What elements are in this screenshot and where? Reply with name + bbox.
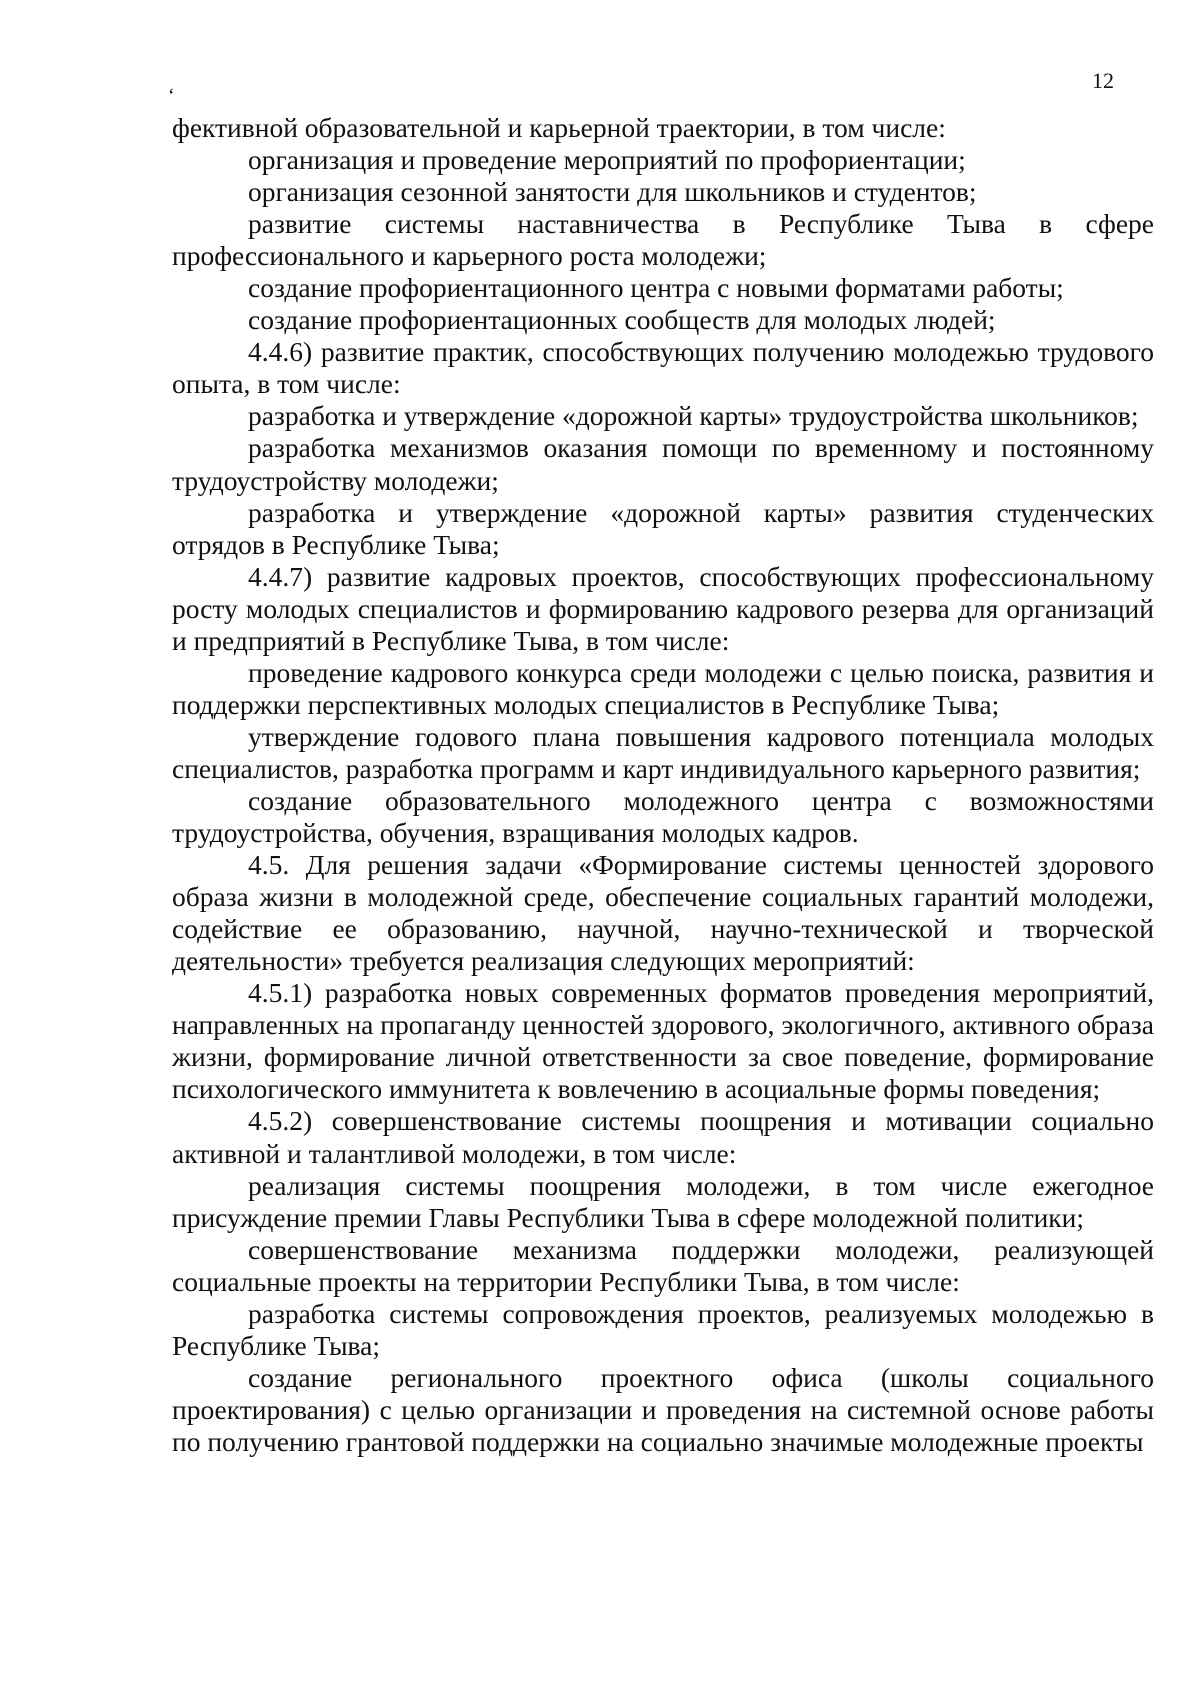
paragraph: разработка системы сопровождения проектов, реализуемых молодежью в Республике Тыва;	[172, 1297, 1154, 1361]
paragraph: 4.4.6) развитие практик, способствующих получению молодежью трудового опыта, в том числе:	[172, 336, 1154, 400]
paragraph: разработка и утверждение «дорожной карты» развития студенческих отрядов в Республике Тыва;	[172, 496, 1154, 560]
paragraph: утверждение годового плана повышения кадрового потенциала молодых специалистов, разработка программ и карт индивидуального карьерного развития;	[172, 720, 1154, 784]
page-number: 12	[1092, 68, 1114, 93]
paragraph: разработка и утверждение «дорожной карты» трудоустройства школьников;	[248, 400, 1139, 432]
body-text	[172, 112, 1154, 1458]
paragraph: проведение кадрового конкурса среди молодежи с целью поиска, развития и поддержки перспективных молодых специалистов в Республике Тыва;	[172, 656, 1154, 720]
paragraph: реализация системы поощрения молодежи, в том числе ежегодное присуждение премии Главы Республики Тыва в сфере молодежной политики;	[172, 1169, 1154, 1233]
paragraph: создание профориентационного центра с новыми форматами работы;	[248, 272, 1064, 304]
paragraph: 4.4.7) развитие кадровых проектов, способствующих профессиональному росту молодых специалистов и формированию кадрового резерва для организаций и предприятий в Республике Тыва, в том числе:	[172, 560, 1154, 656]
paragraph: 4.5. Для решения задачи «Формирование системы ценностей здорового образа жизни в молодежной среде, обеспечение социальных гарантий молодежи, содействие ее образованию, научной, научно-технической и творческой деятельности» требуется реализация следующих мероприятий:	[172, 849, 1154, 977]
paragraph: развитие системы наставничества в Республике Тыва в сфере профессионального и карьерного роста молодежи;	[172, 208, 1154, 272]
paragraph: фективной образовательной и карьерной траектории, в том числе:	[172, 112, 946, 143]
corner-mark: ʻ	[168, 85, 175, 107]
paragraph: создание профориентационных сообществ для молодых людей;	[248, 304, 996, 336]
paragraph: совершенствование механизма поддержки молодежи, реализующей социальные проекты на территории Республики Тыва, в том числе:	[172, 1233, 1154, 1297]
paragraph: 4.5.1) разработка новых современных форматов проведения мероприятий, направленных на пропаганду ценностей здорового, экологичного, активного образа жизни, формирование личной ответственности за свое поведение, формирование психологического иммунитета к вовлечению в асоциальные формы поведения;	[172, 977, 1154, 1105]
paragraph: 4.5.2) совершенствование системы поощрения и мотивации социально активной и талантливой молодежи, в том числе:	[172, 1105, 1154, 1169]
paragraph: создание образовательного молодежного центра с возможностями трудоустройства, обучения, взращивания молодых кадров.	[172, 784, 1154, 849]
paragraph: организация сезонной занятости для школьников и студентов;	[248, 176, 977, 208]
paragraph: разработка механизмов оказания помощи по временному и постоянному трудоустройству молодежи;	[172, 432, 1154, 496]
paragraph: создание регионального проектного офиса (школы социального проектирования) с целью организации и проведения на системной основе работы по получению грантовой поддержки на социально значимые молодежные проекты	[172, 1361, 1154, 1457]
paragraph: организация и проведение мероприятий по профориентации;	[248, 144, 966, 176]
